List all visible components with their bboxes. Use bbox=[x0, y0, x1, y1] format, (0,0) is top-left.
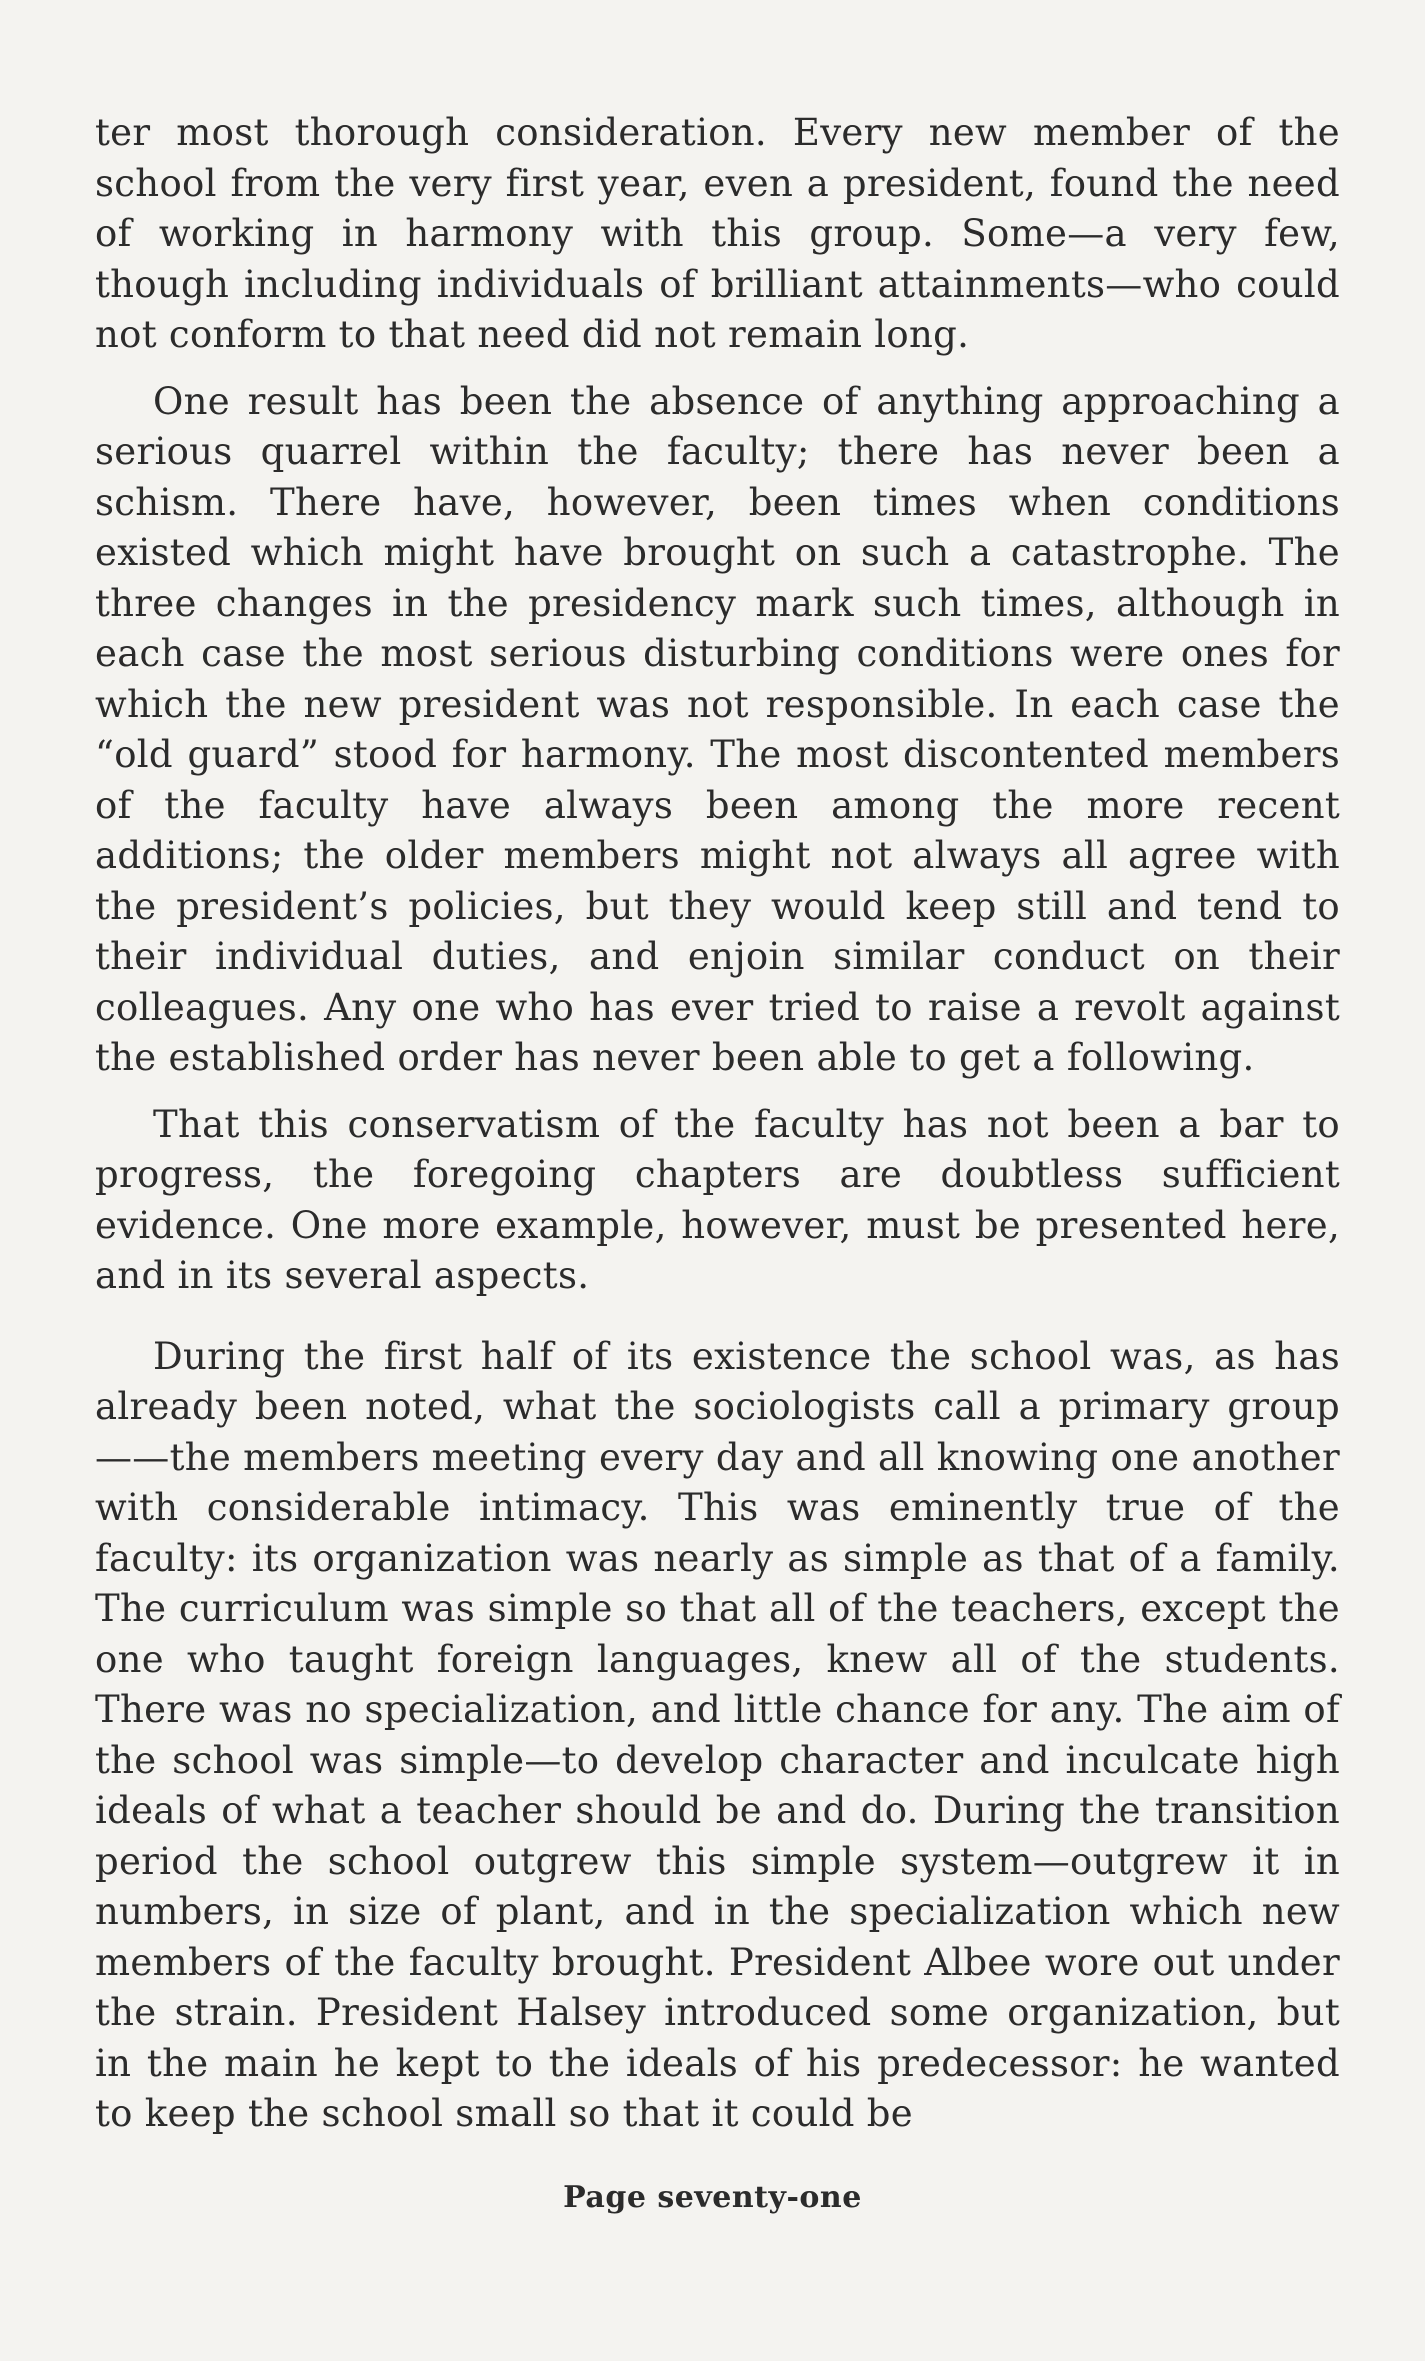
paragraph-continued: ter most thorough consideration. Every new member of the school from the very first year, even a president, found the need of working in harmony with this group. Some—a very few, though including individuals of brilliant attainments—who could not conform to that need did not remain long. bbox=[95, 111, 1340, 356]
paragraph-faculty-harmony: One result has been the absence of anything approaching a serious quarrel within the faculty; there has never been a schism. There have, however, been times when conditions existed which might have brought on such a catastrophe. The three changes in the presidency mark such times, although in each case the most serious disturbing conditions were ones for which the new president was not responsible. In each case the “old guard” stood for harmony. The most discontented members of the faculty have always been among the more recent additions; the older members might not always all agree with the president’s policies, but they would keep still and tend to their individual duties, and enjoin similar conduct on their colleagues. Any one who has ever tried to raise a revolt against the established order has never been able to get a following. bbox=[95, 379, 1340, 1079]
page-number: Page seventy-one bbox=[563, 2180, 862, 2215]
body-text bbox=[95, 108, 1340, 2156]
paragraph-conservatism: That this conservatism of the faculty has not been a bar to progress, the foregoing chapters are doubtless sufficient evidence. One more example, however, must be presented here, and in its several aspects. bbox=[95, 1102, 1340, 1297]
paragraph-primary-group: During the first half of its existence the school was, as has already been noted, what the sociologists call a primary group——the members meeting every day and all knowing one another with considerable intimacy. This was eminently true of the faculty: its organization was nearly as simple as that of a family. The curriculum was simple so that all of the teachers, except the one who taught foreign languages, knew all of the students. There was no specialization, and little chance for any. The aim of the school was simple—to develop character and inculcate high ideals of what a teacher should be and do. During the transition period the school outgrew this simple system—outgrew it in numbers, in size of plant, and in the specialization which new members of the faculty brought. President Albee wore out under the strain. President Halsey introduced some organization, but in the main he kept to the ideals of his predecessor: he wanted to keep the school small so that it could be bbox=[95, 1334, 1340, 2135]
